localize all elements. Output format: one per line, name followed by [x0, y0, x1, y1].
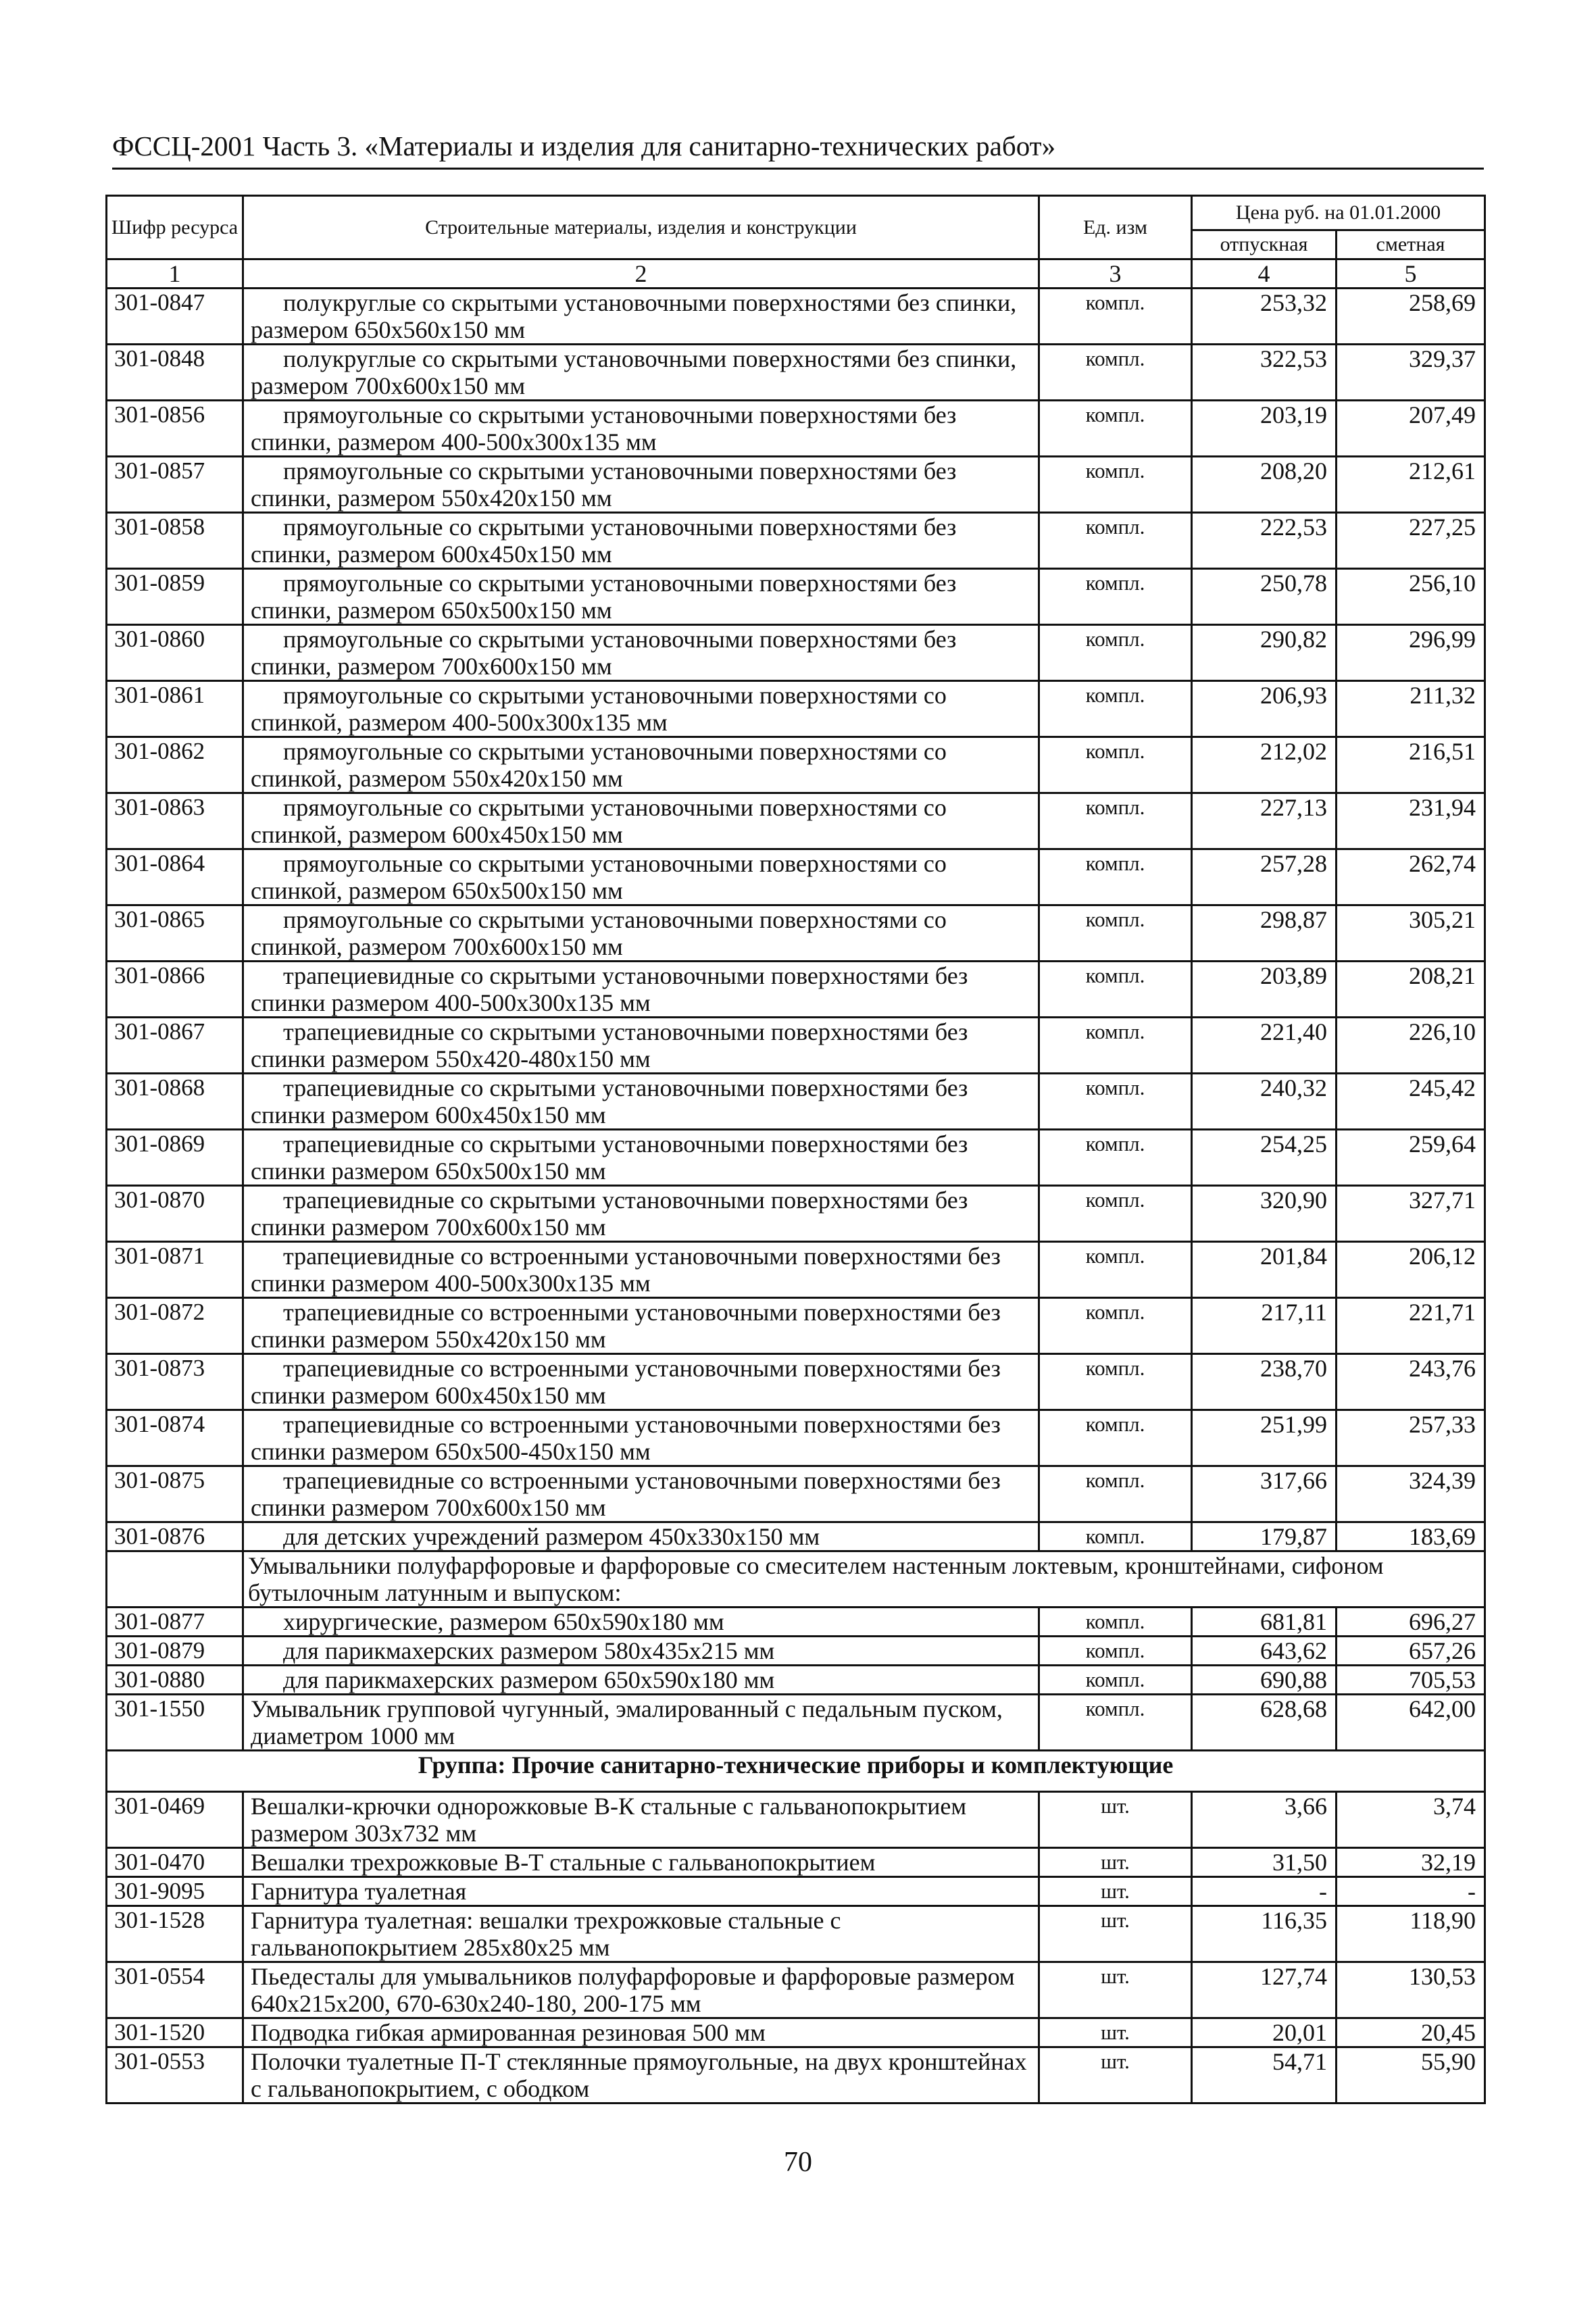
table-row — [107, 793, 1485, 849]
price-release: 31,50 — [1192, 1848, 1337, 1877]
price-release: 250,78 — [1192, 569, 1337, 625]
price-estimate: 705,53 — [1337, 1666, 1485, 1695]
column-number-row — [107, 259, 1485, 289]
group-row — [107, 1751, 1485, 1792]
price-release: 203,19 — [1192, 401, 1337, 457]
price-release: 253,32 — [1192, 289, 1337, 345]
header-price-release: отпускная — [1192, 230, 1337, 259]
table-row — [107, 1962, 1485, 2018]
resource-name: прямоугольные со скрытыми установочными поверхностями со спинкой, размером 700х600х150 мм — [243, 905, 1039, 962]
resource-code: 301-0874 — [107, 1410, 243, 1466]
resource-unit: шт. — [1039, 1877, 1192, 1906]
price-estimate: 216,51 — [1337, 737, 1485, 793]
table-row — [107, 2018, 1485, 2047]
price-release: 212,02 — [1192, 737, 1337, 793]
resource-code: 301-0469 — [107, 1792, 243, 1848]
resource-code: 301-0848 — [107, 345, 243, 401]
resource-name: хирургические, размером 650х590х180 мм — [243, 1608, 1039, 1637]
column-number: 2 — [243, 259, 1039, 289]
price-estimate: 657,26 — [1337, 1637, 1485, 1666]
resource-name: прямоугольные со скрытыми установочными поверхностями без спинки, размером 550х420х150 мм — [243, 457, 1039, 513]
resource-code: 301-0856 — [107, 401, 243, 457]
resource-name: Подводка гибкая армированная резиновая 500 мм — [243, 2018, 1039, 2047]
table-row — [107, 1906, 1485, 1962]
resource-code: 301-1528 — [107, 1906, 243, 1962]
price-release: 238,70 — [1192, 1354, 1337, 1410]
page-number: 70 — [784, 2147, 812, 2178]
resource-name: прямоугольные со скрытыми установочными поверхностями со спинкой, размером 650х500х150 мм — [243, 849, 1039, 905]
resource-code: 301-0554 — [107, 1962, 243, 2018]
resource-name: полукруглые со скрытыми установочными поверхностями без спинки, размером 700х600х150 мм — [243, 345, 1039, 401]
resource-code: 301-1550 — [107, 1695, 243, 1751]
table-header-row — [107, 196, 1485, 230]
resource-code: 301-0876 — [107, 1522, 243, 1551]
price-release: 298,87 — [1192, 905, 1337, 962]
resource-code: 301-0862 — [107, 737, 243, 793]
price-estimate: 32,19 — [1337, 1848, 1485, 1877]
header-price-group: Цена руб. на 01.01.2000 — [1192, 196, 1485, 230]
resource-code: 301-0865 — [107, 905, 243, 962]
resource-unit: шт. — [1039, 1962, 1192, 2018]
resource-name: Полочки туалетные П-Т стеклянные прямоугольные, на двух кронштейнах с гальванопокрытием, с ободком — [243, 2047, 1039, 2104]
resource-unit: компл. — [1039, 1354, 1192, 1410]
price-release: - — [1192, 1877, 1337, 1906]
resource-name: для парикмахерских размером 580х435х215 мм — [243, 1637, 1039, 1666]
resource-code: 301-0858 — [107, 513, 243, 569]
table-body-extra — [107, 1522, 1485, 1608]
table-row — [107, 681, 1485, 737]
header-unit: Ед. изм — [1039, 196, 1192, 259]
resource-name: трапециевидные со скрытыми установочными поверхностями без спинки размером 400-500х300х135 мм — [243, 962, 1039, 1018]
resource-code: 301-0859 — [107, 569, 243, 625]
page-title: ФССЦ-2001 Часть 3. «Материалы и изделия для санитарно-технических работ» — [112, 130, 1056, 161]
resource-unit: компл. — [1039, 1695, 1192, 1751]
table-row — [107, 905, 1485, 962]
table-row — [107, 1130, 1485, 1186]
price-release: 690,88 — [1192, 1666, 1337, 1695]
resource-name: Вешалки-крючки однорожковые В-К стальные с гальванопокрытием размером 303х732 мм — [243, 1792, 1039, 1848]
table-row — [107, 1242, 1485, 1298]
table-body-group — [107, 1792, 1485, 2104]
table-row — [107, 1522, 1485, 1551]
price-release: 628,68 — [1192, 1695, 1337, 1751]
table-row — [107, 513, 1485, 569]
price-estimate: 226,10 — [1337, 1018, 1485, 1074]
price-table — [105, 195, 1486, 2104]
price-estimate: 245,42 — [1337, 1074, 1485, 1130]
table-row — [107, 289, 1485, 345]
table-row — [107, 1637, 1485, 1666]
price-release: 54,71 — [1192, 2047, 1337, 2104]
table-row — [107, 1354, 1485, 1410]
price-release: 20,01 — [1192, 2018, 1337, 2047]
resource-name: трапециевидные со встроенными установочными поверхностями без спинки размером 400-500х300х135 мм — [243, 1242, 1039, 1298]
price-release: 116,35 — [1192, 1906, 1337, 1962]
price-release: 254,25 — [1192, 1130, 1337, 1186]
table-row — [107, 1466, 1485, 1522]
resource-code: 301-0860 — [107, 625, 243, 681]
section-code-empty — [107, 1551, 243, 1608]
resource-name: Вешалки трехрожковые В-Т стальные с гальванопокрытием — [243, 1848, 1039, 1877]
resource-code: 301-0867 — [107, 1018, 243, 1074]
table-row — [107, 1666, 1485, 1695]
table-row — [107, 1018, 1485, 1074]
table-body-washbasins — [107, 1608, 1485, 1695]
resource-code: 301-0872 — [107, 1298, 243, 1354]
resource-name: прямоугольные со скрытыми установочными поверхностями со спинкой, размером 600х450х150 мм — [243, 793, 1039, 849]
header-code: Шифр ресурса — [107, 196, 243, 259]
price-estimate: 256,10 — [1337, 569, 1485, 625]
price-estimate: 211,32 — [1337, 681, 1485, 737]
price-release: 317,66 — [1192, 1466, 1337, 1522]
price-release: 179,87 — [1192, 1522, 1337, 1551]
resource-code: 301-0871 — [107, 1242, 243, 1298]
resource-unit: компл. — [1039, 1608, 1192, 1637]
resource-unit: компл. — [1039, 513, 1192, 569]
price-estimate: 329,37 — [1337, 345, 1485, 401]
price-estimate: 324,39 — [1337, 1466, 1485, 1522]
resource-name: прямоугольные со скрытыми установочными поверхностями без спинки, размером 650х500х150 мм — [243, 569, 1039, 625]
resource-unit: компл. — [1039, 1186, 1192, 1242]
table-row — [107, 1848, 1485, 1877]
resource-unit: компл. — [1039, 1666, 1192, 1695]
table-row — [107, 849, 1485, 905]
table-row — [107, 345, 1485, 401]
resource-name: прямоугольные со скрытыми установочными поверхностями без спинки, размером 700х600х150 мм — [243, 625, 1039, 681]
table-row — [107, 625, 1485, 681]
price-estimate: 130,53 — [1337, 1962, 1485, 2018]
resource-name: прямоугольные со скрытыми установочными поверхностями без спинки, размером 400-500х300х135 мм — [243, 401, 1039, 457]
price-estimate: 208,21 — [1337, 962, 1485, 1018]
column-number: 4 — [1192, 259, 1337, 289]
column-number: 1 — [107, 259, 243, 289]
resource-unit: компл. — [1039, 401, 1192, 457]
resource-name: для детских учреждений размером 450х330х150 мм — [243, 1522, 1039, 1551]
resource-code: 301-0868 — [107, 1074, 243, 1130]
resource-name: трапециевидные со скрытыми установочными поверхностями без спинки размером 550х420-480х150 мм — [243, 1018, 1039, 1074]
resource-code: 301-0873 — [107, 1354, 243, 1410]
resource-code: 301-0877 — [107, 1608, 243, 1637]
resource-unit: компл. — [1039, 1242, 1192, 1298]
resource-code: 301-0857 — [107, 457, 243, 513]
resource-name: прямоугольные со скрытыми установочными поверхностями без спинки, размером 600х450х150 мм — [243, 513, 1039, 569]
resource-unit: шт. — [1039, 1792, 1192, 1848]
resource-unit: компл. — [1039, 1130, 1192, 1186]
price-release: 206,93 — [1192, 681, 1337, 737]
price-release: 221,40 — [1192, 1018, 1337, 1074]
price-estimate: 305,21 — [1337, 905, 1485, 962]
resource-code: 301-0875 — [107, 1466, 243, 1522]
table-row — [107, 737, 1485, 793]
price-release: 201,84 — [1192, 1242, 1337, 1298]
resource-code: 301-0866 — [107, 962, 243, 1018]
resource-code: 301-0864 — [107, 849, 243, 905]
price-release: 257,28 — [1192, 849, 1337, 905]
table-row — [107, 2047, 1485, 2104]
resource-code: 301-0869 — [107, 1130, 243, 1186]
price-release: 290,82 — [1192, 625, 1337, 681]
price-estimate: 207,49 — [1337, 401, 1485, 457]
price-release: 322,53 — [1192, 345, 1337, 401]
resource-unit: компл. — [1039, 289, 1192, 345]
resource-unit: компл. — [1039, 1074, 1192, 1130]
resource-name: трапециевидные со встроенными установочными поверхностями без спинки размером 600х450х150 мм — [243, 1354, 1039, 1410]
price-estimate: 296,99 — [1337, 625, 1485, 681]
price-estimate: 257,33 — [1337, 1410, 1485, 1466]
table-row — [107, 457, 1485, 513]
resource-unit: шт. — [1039, 2018, 1192, 2047]
table-row — [107, 962, 1485, 1018]
price-estimate: 642,00 — [1337, 1695, 1485, 1751]
price-release: 217,11 — [1192, 1298, 1337, 1354]
resource-name: Умывальник групповой чугунный, эмалированный с педальным пуском, диаметром 1000 мм — [243, 1695, 1039, 1751]
column-number: 5 — [1337, 259, 1485, 289]
header-name: Строительные материалы, изделия и конструкции — [243, 196, 1039, 259]
resource-unit: компл. — [1039, 1298, 1192, 1354]
resource-unit: компл. — [1039, 849, 1192, 905]
price-release: 251,99 — [1192, 1410, 1337, 1466]
resource-unit: компл. — [1039, 1522, 1192, 1551]
price-release: 208,20 — [1192, 457, 1337, 513]
price-estimate: 259,64 — [1337, 1130, 1485, 1186]
price-estimate: 327,71 — [1337, 1186, 1485, 1242]
price-estimate: 258,69 — [1337, 289, 1485, 345]
price-estimate: - — [1337, 1877, 1485, 1906]
resource-name: полукруглые со скрытыми установочными поверхностями без спинки, размером 650х560х150 мм — [243, 289, 1039, 345]
table-row — [107, 401, 1485, 457]
table-row — [107, 1186, 1485, 1242]
price-release: 127,74 — [1192, 1962, 1337, 2018]
resource-unit: компл. — [1039, 737, 1192, 793]
resource-unit: компл. — [1039, 345, 1192, 401]
price-estimate: 55,90 — [1337, 2047, 1485, 2104]
table-row — [107, 569, 1485, 625]
price-estimate: 3,74 — [1337, 1792, 1485, 1848]
resource-code: 301-1520 — [107, 2018, 243, 2047]
section-row — [107, 1551, 1485, 1608]
resource-unit: компл. — [1039, 457, 1192, 513]
resource-name: прямоугольные со скрытыми установочными поверхностями со спинкой, размером 400-500х300х135 мм — [243, 681, 1039, 737]
resource-unit: компл. — [1039, 569, 1192, 625]
price-release: 227,13 — [1192, 793, 1337, 849]
table-row — [107, 1792, 1485, 1848]
resource-name: Гарнитура туалетная: вешалки трехрожковые стальные с гальванопокрытием 285х80х25 мм — [243, 1906, 1039, 1962]
resource-unit: шт. — [1039, 1848, 1192, 1877]
resource-name: Пьедесталы для умывальников полуфарфоровые и фарфоровые размером 640х215х200, 670-630х240-180, 200-175 мм — [243, 1962, 1039, 2018]
table-row — [107, 1877, 1485, 1906]
price-estimate: 262,74 — [1337, 849, 1485, 905]
resource-name: трапециевидные со встроенными установочными поверхностями без спинки размером 700х600х150 мм — [243, 1466, 1039, 1522]
resource-unit: шт. — [1039, 2047, 1192, 2104]
resource-code: 301-0470 — [107, 1848, 243, 1877]
price-estimate: 212,61 — [1337, 457, 1485, 513]
table-row — [107, 1074, 1485, 1130]
table-row — [107, 1410, 1485, 1466]
price-estimate: 231,94 — [1337, 793, 1485, 849]
resource-name: Гарнитура туалетная — [243, 1877, 1039, 1906]
resource-unit: компл. — [1039, 1466, 1192, 1522]
table-body-main — [107, 289, 1485, 1522]
resource-code: 301-9095 — [107, 1877, 243, 1906]
resource-name: трапециевидные со скрытыми установочными поверхностями без спинки размером 650х500х150 мм — [243, 1130, 1039, 1186]
group-title: Группа: Прочие санитарно-технические приборы и комплектующие — [107, 1751, 1485, 1792]
price-release: 681,81 — [1192, 1608, 1337, 1637]
resource-unit: компл. — [1039, 625, 1192, 681]
table-row — [107, 1298, 1485, 1354]
price-release: 3,66 — [1192, 1792, 1337, 1848]
table-row — [107, 1608, 1485, 1637]
resource-unit: шт. — [1039, 1906, 1192, 1962]
price-estimate: 696,27 — [1337, 1608, 1485, 1637]
section-title-washbasins: Умывальники полуфарфоровые и фарфоровые со смесителем настенным локтевым, кронштейнами, сифоном бутылочным латунным и выпуском: — [243, 1551, 1485, 1608]
resource-unit: компл. — [1039, 1410, 1192, 1466]
price-estimate: 227,25 — [1337, 513, 1485, 569]
price-estimate: 206,12 — [1337, 1242, 1485, 1298]
resource-code: 301-0863 — [107, 793, 243, 849]
table-body-1550 — [107, 1695, 1485, 1792]
resource-code: 301-0879 — [107, 1637, 243, 1666]
price-release: 222,53 — [1192, 513, 1337, 569]
resource-name: трапециевидные со встроенными установочными поверхностями без спинки размером 550х420х150 мм — [243, 1298, 1039, 1354]
resource-name: для парикмахерских размером 650х590х180 мм — [243, 1666, 1039, 1695]
price-release: 240,32 — [1192, 1074, 1337, 1130]
price-estimate: 221,71 — [1337, 1298, 1485, 1354]
price-estimate: 183,69 — [1337, 1522, 1485, 1551]
price-estimate: 243,76 — [1337, 1354, 1485, 1410]
header-divider — [112, 168, 1484, 170]
header-price-estimate: сметная — [1337, 230, 1485, 259]
column-number: 3 — [1039, 259, 1192, 289]
resource-unit: компл. — [1039, 1018, 1192, 1074]
resource-code: 301-0847 — [107, 289, 243, 345]
resource-name: трапециевидные со скрытыми установочными поверхностями без спинки размером 600х450х150 мм — [243, 1074, 1039, 1130]
table-row — [107, 1695, 1485, 1751]
resource-unit: компл. — [1039, 962, 1192, 1018]
price-estimate: 118,90 — [1337, 1906, 1485, 1962]
resource-code: 301-0553 — [107, 2047, 243, 2104]
resource-code: 301-0861 — [107, 681, 243, 737]
price-release: 320,90 — [1192, 1186, 1337, 1242]
price-estimate: 20,45 — [1337, 2018, 1485, 2047]
resource-name: трапециевидные со встроенными установочными поверхностями без спинки размером 650х500-450х150 мм — [243, 1410, 1039, 1466]
resource-code: 301-0870 — [107, 1186, 243, 1242]
price-release: 203,89 — [1192, 962, 1337, 1018]
resource-unit: компл. — [1039, 793, 1192, 849]
resource-unit: компл. — [1039, 905, 1192, 962]
resource-code: 301-0880 — [107, 1666, 243, 1695]
resource-unit: компл. — [1039, 1637, 1192, 1666]
resource-name: прямоугольные со скрытыми установочными поверхностями со спинкой, размером 550х420х150 мм — [243, 737, 1039, 793]
price-release: 643,62 — [1192, 1637, 1337, 1666]
resource-name: трапециевидные со скрытыми установочными поверхностями без спинки размером 700х600х150 мм — [243, 1186, 1039, 1242]
resource-unit: компл. — [1039, 681, 1192, 737]
